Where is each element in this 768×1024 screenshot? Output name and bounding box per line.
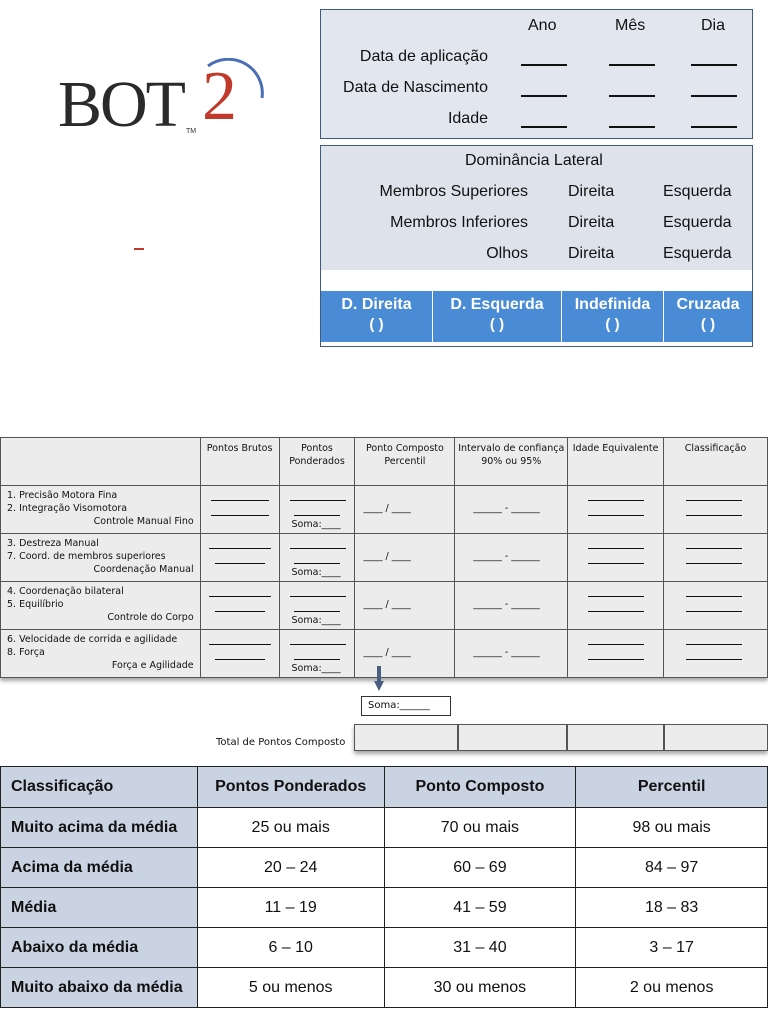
cls-composite-value: 60 – 69 bbox=[384, 848, 576, 888]
table-row bbox=[1, 968, 768, 1008]
total-classification-cell[interactable] bbox=[664, 724, 768, 751]
lower-limbs-left[interactable]: Esquerda bbox=[663, 214, 732, 231]
composite-label: Coordenação Manual bbox=[93, 564, 194, 575]
cls-scaled-value: 6 – 10 bbox=[197, 928, 384, 968]
subtest-item: 5. Equilíbrio bbox=[7, 599, 64, 610]
percentile-blank: ____ / ____ bbox=[363, 503, 411, 514]
subtest-item: 1. Precisão Motora Fina bbox=[7, 490, 118, 501]
application-day-field[interactable] bbox=[691, 64, 737, 66]
left-dominance-option[interactable] bbox=[433, 291, 562, 342]
percentile-cell[interactable] bbox=[355, 630, 455, 678]
interval-cell[interactable] bbox=[455, 630, 568, 678]
percentile-blank: ____ / ____ bbox=[363, 647, 411, 658]
eyes-label: Olhos bbox=[486, 245, 528, 262]
subtest-cell bbox=[1, 486, 201, 534]
scores-header-scaled: Pontos Ponderados bbox=[279, 438, 355, 486]
table-row bbox=[1, 848, 768, 888]
cls-percentile-value: 84 – 97 bbox=[576, 848, 768, 888]
cls-label: Acima da média bbox=[1, 848, 198, 888]
cls-percentile-value: 18 – 83 bbox=[576, 888, 768, 928]
table-row bbox=[1, 928, 768, 968]
scores-header-subtest bbox=[1, 438, 201, 486]
subtest-item: 7. Coord. de membros superiores bbox=[7, 551, 166, 562]
scores-header-raw: Pontos Brutos bbox=[200, 438, 279, 486]
crossed-dominance-label: Cruzada bbox=[676, 296, 740, 313]
subtest-item: 2. Integração Visomotora bbox=[7, 503, 128, 514]
table-row bbox=[1, 808, 768, 848]
eyes-left[interactable]: Esquerda bbox=[663, 245, 732, 262]
composite-label: Controle do Corpo bbox=[107, 612, 194, 623]
undefined-dominance-option[interactable] bbox=[562, 291, 664, 342]
age-month-field[interactable] bbox=[609, 126, 655, 128]
age-equivalent-cell[interactable] bbox=[568, 486, 664, 534]
bot2-logo bbox=[58, 58, 278, 146]
undefined-dominance-checkbox[interactable]: ( ) bbox=[605, 316, 620, 333]
scores-header-age-equivalent: Idade Equivalente bbox=[568, 438, 664, 486]
table-row bbox=[1, 888, 768, 928]
interval-blank: ______ - ______ bbox=[473, 551, 540, 562]
upper-limbs-label: Membros Superiores bbox=[379, 183, 528, 200]
cls-header-composite: Ponto Composto bbox=[384, 767, 576, 808]
undefined-dominance-label: Indefinida bbox=[574, 296, 651, 313]
classification-cell[interactable] bbox=[664, 486, 768, 534]
scaled-score-cell[interactable] bbox=[279, 534, 355, 582]
total-interval-cell[interactable] bbox=[458, 724, 567, 751]
scores-header-interval: Intervalo de confiança 90% ou 95% bbox=[455, 438, 568, 486]
arrow-down-icon bbox=[374, 666, 384, 692]
subtest-item: 4. Coordenação bilateral bbox=[7, 586, 124, 597]
scaled-score-cell[interactable] bbox=[279, 630, 355, 678]
crossed-dominance-option[interactable] bbox=[664, 291, 752, 342]
soma-label: Soma:____ bbox=[291, 615, 341, 626]
scores-header-composite: Ponto Composto Percentil bbox=[355, 438, 455, 486]
subtest-cell bbox=[1, 534, 201, 582]
right-dominance-label: D. Direita bbox=[341, 296, 412, 313]
subtest-cell bbox=[1, 630, 201, 678]
subtest-item: 3. Destreza Manual bbox=[7, 538, 99, 549]
header-year: Ano bbox=[528, 17, 557, 34]
table-row bbox=[1, 582, 768, 630]
application-month-field[interactable] bbox=[609, 64, 655, 66]
cls-scaled-value: 5 ou menos bbox=[197, 968, 384, 1008]
age-equivalent-cell[interactable] bbox=[568, 534, 664, 582]
percentile-cell[interactable] bbox=[355, 534, 455, 582]
scaled-score-cell[interactable] bbox=[279, 486, 355, 534]
percentile-cell[interactable] bbox=[355, 582, 455, 630]
composite-label: Controle Manual Fino bbox=[93, 516, 194, 527]
dominance-info bbox=[321, 146, 752, 270]
cls-scaled-value: 25 ou mais bbox=[197, 808, 384, 848]
lateral-dominance-panel bbox=[320, 145, 753, 347]
dominance-title: Dominância Lateral bbox=[465, 152, 603, 169]
age-day-field[interactable] bbox=[691, 126, 737, 128]
birth-month-field[interactable] bbox=[609, 95, 655, 97]
cls-percentile-value: 98 ou mais bbox=[576, 808, 768, 848]
right-dominance-option[interactable] bbox=[321, 291, 433, 342]
cls-percentile-value: 2 ou menos bbox=[576, 968, 768, 1008]
cls-label: Muito acima da média bbox=[1, 808, 198, 848]
crossed-dominance-checkbox[interactable]: ( ) bbox=[700, 316, 716, 333]
birth-date-label: Data de Nascimento bbox=[343, 79, 488, 96]
total-composite-row bbox=[354, 724, 768, 751]
red-dash-mark bbox=[134, 248, 144, 250]
total-age-cell[interactable] bbox=[567, 724, 664, 751]
age-label: Idade bbox=[447, 110, 488, 127]
logo-trademark: TM bbox=[186, 128, 197, 135]
raw-score-cell[interactable] bbox=[200, 486, 279, 534]
age-equivalent-cell[interactable] bbox=[568, 582, 664, 630]
total-composite-label: Total de Pontos Composto bbox=[216, 737, 346, 748]
cls-composite-value: 30 ou menos bbox=[384, 968, 576, 1008]
cls-label: Muito abaixo da média bbox=[1, 968, 198, 1008]
cls-header-scaled: Pontos Ponderados bbox=[197, 767, 384, 808]
application-year-field[interactable] bbox=[521, 64, 567, 66]
cls-scaled-value: 11 – 19 bbox=[197, 888, 384, 928]
soma-label: Soma:____ bbox=[291, 519, 341, 530]
scaled-score-cell[interactable] bbox=[279, 582, 355, 630]
left-dominance-checkbox[interactable]: ( ) bbox=[489, 316, 505, 333]
interval-blank: ______ - ______ bbox=[473, 503, 540, 514]
upper-limbs-right[interactable]: Direita bbox=[568, 183, 615, 200]
age-year-field[interactable] bbox=[521, 126, 567, 128]
table-row bbox=[1, 534, 768, 582]
table-row bbox=[1, 630, 768, 678]
soma-label: Soma:____ bbox=[291, 663, 341, 674]
percentile-blank: ____ / ____ bbox=[363, 599, 411, 610]
header-day: Dia bbox=[701, 17, 726, 34]
scores-header-classification: Classificação bbox=[664, 438, 768, 486]
dates-panel bbox=[320, 9, 753, 139]
cls-composite-value: 31 – 40 bbox=[384, 928, 576, 968]
birth-year-field[interactable] bbox=[521, 95, 567, 97]
classification-header-row bbox=[1, 767, 768, 808]
total-percentile-cell[interactable] bbox=[354, 724, 458, 751]
lower-limbs-label: Membros Inferiores bbox=[390, 214, 528, 231]
scores-header-row bbox=[1, 438, 768, 486]
composite-label: Força e Agilidade bbox=[111, 660, 194, 671]
cls-scaled-value: 20 – 24 bbox=[197, 848, 384, 888]
cls-composite-value: 41 – 59 bbox=[384, 888, 576, 928]
logo-number: 2 bbox=[202, 58, 237, 135]
lower-limbs-right[interactable]: Direita bbox=[568, 214, 615, 231]
classification-cell[interactable] bbox=[664, 630, 768, 678]
total-soma-field[interactable]: Soma:______ bbox=[361, 696, 451, 716]
interval-cell[interactable] bbox=[455, 582, 568, 630]
cls-header-percentile: Percentil bbox=[576, 767, 768, 808]
application-date-label: Data de aplicação bbox=[359, 48, 488, 65]
classification-cell[interactable] bbox=[664, 582, 768, 630]
raw-score-cell[interactable] bbox=[200, 630, 279, 678]
subtest-item: 6. Velocidade de corrida e agilidade bbox=[7, 634, 178, 645]
subtest-item: 8. Força bbox=[7, 647, 45, 658]
left-dominance-label: D. Esquerda bbox=[450, 296, 544, 313]
classification-table bbox=[0, 766, 768, 1008]
soma-label: Soma:____ bbox=[291, 567, 341, 578]
table-row bbox=[1, 486, 768, 534]
interval-blank: ______ - ______ bbox=[473, 599, 540, 610]
percentile-cell[interactable] bbox=[355, 486, 455, 534]
birth-day-field[interactable] bbox=[691, 95, 737, 97]
interval-cell[interactable] bbox=[455, 486, 568, 534]
interval-blank: ______ - ______ bbox=[473, 647, 540, 658]
cls-percentile-value: 3 – 17 bbox=[576, 928, 768, 968]
raw-score-cell[interactable] bbox=[200, 582, 279, 630]
logo-text: BOT bbox=[58, 68, 184, 141]
cls-label: Média bbox=[1, 888, 198, 928]
cls-label: Abaixo da média bbox=[1, 928, 198, 968]
scores-table bbox=[0, 437, 768, 678]
percentile-blank: ____ / ____ bbox=[363, 551, 411, 562]
eyes-right[interactable]: Direita bbox=[568, 245, 615, 262]
header-month: Mês bbox=[615, 17, 646, 34]
cls-composite-value: 70 ou mais bbox=[384, 808, 576, 848]
right-dominance-checkbox[interactable]: ( ) bbox=[369, 316, 384, 333]
subtest-cell bbox=[1, 582, 201, 630]
age-equivalent-cell[interactable] bbox=[568, 630, 664, 678]
classification-cell[interactable] bbox=[664, 534, 768, 582]
cls-header-classification: Classificação bbox=[1, 767, 198, 808]
interval-cell[interactable] bbox=[455, 534, 568, 582]
upper-limbs-left[interactable]: Esquerda bbox=[663, 183, 732, 200]
raw-score-cell[interactable] bbox=[200, 534, 279, 582]
